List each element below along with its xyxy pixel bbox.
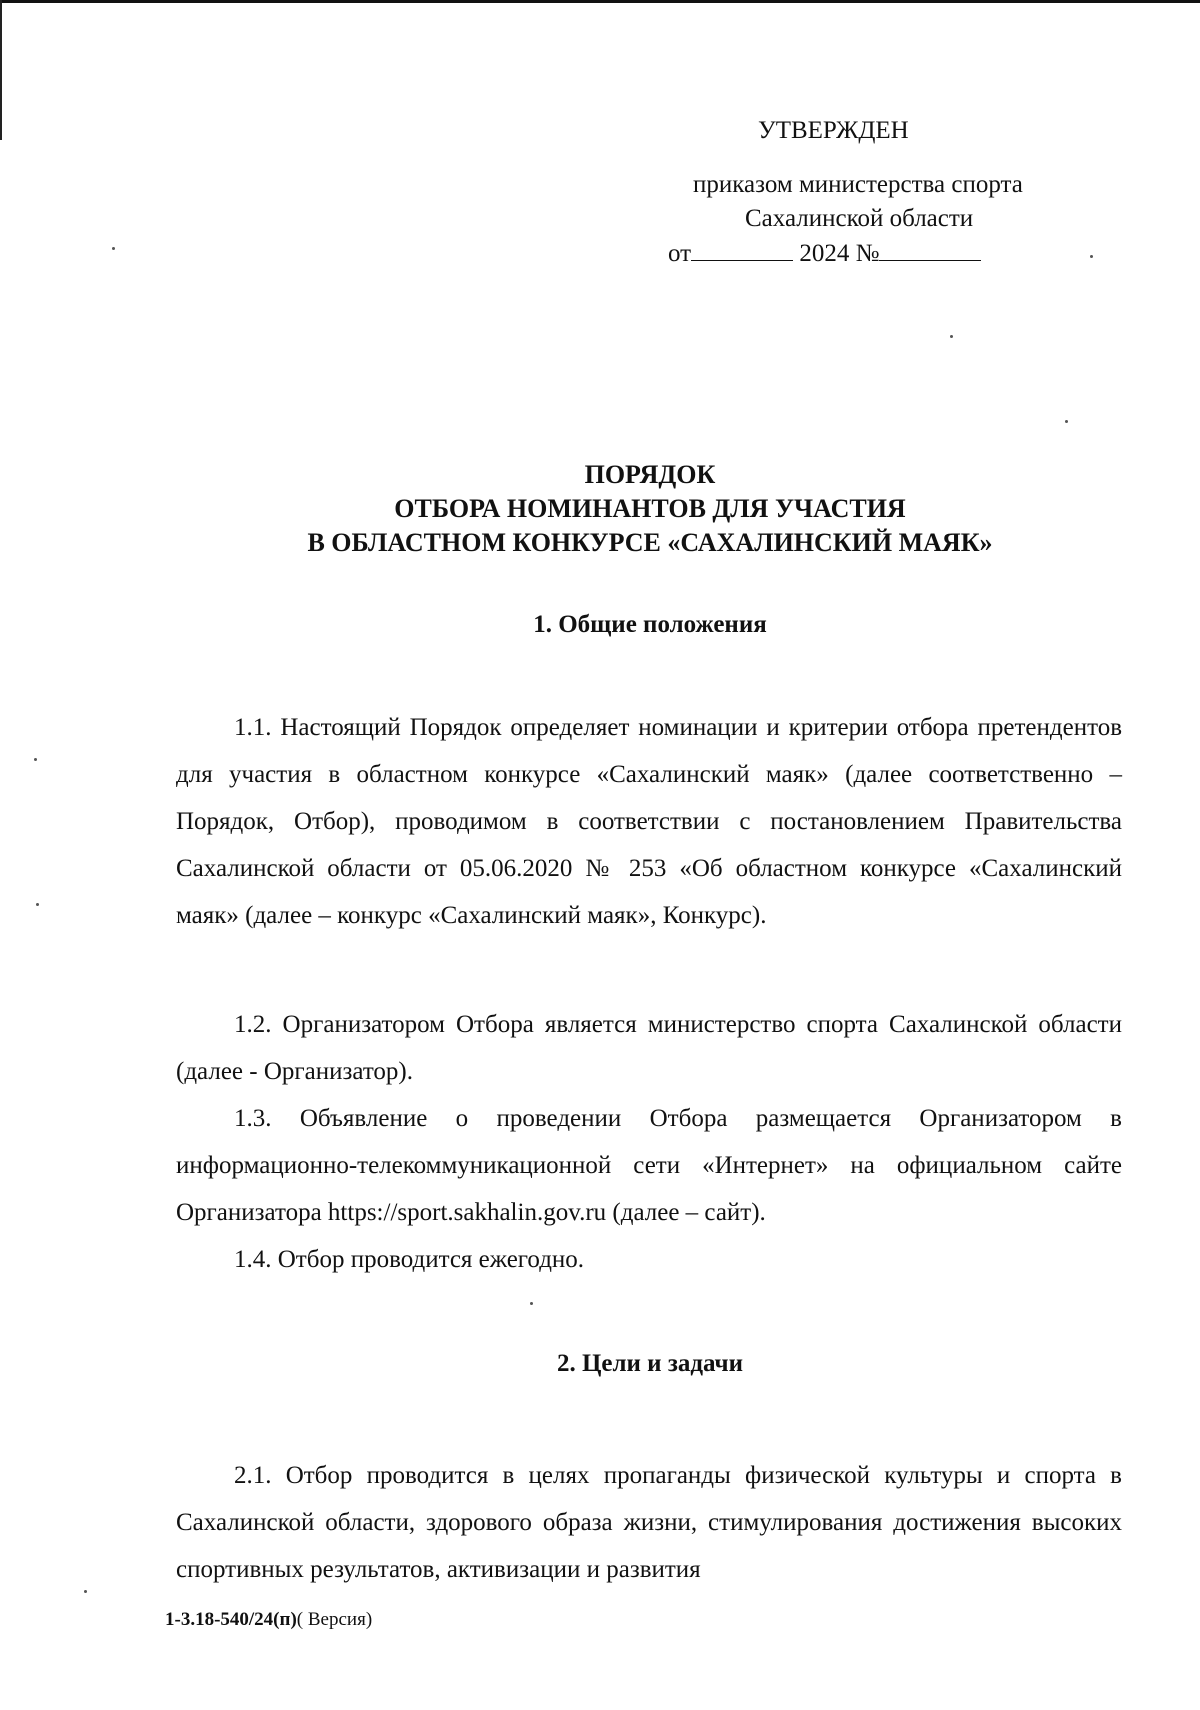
scan-speck [950, 335, 953, 338]
year-number: 2024 № [799, 240, 880, 267]
scan-edge-top [0, 0, 1200, 3]
approval-order-line: приказом министерства спорта [693, 171, 1023, 198]
paragraph-2-1 [176, 1452, 1122, 1593]
scan-speck [34, 758, 37, 761]
scan-speck [36, 903, 39, 906]
scan-edge-left [0, 0, 2, 140]
scan-speck [84, 1590, 87, 1593]
paragraph-1-4 [176, 1236, 1122, 1283]
date-blank [691, 236, 793, 261]
approval-stamp: УТВЕРЖДЕН [758, 117, 909, 144]
title-line-3: В ОБЛАСТНОМ КОНКУРСЕ «САХАЛИНСКИЙ МАЯК» [307, 528, 993, 557]
document-title [160, 458, 1140, 560]
scan-speck [530, 1302, 533, 1305]
title-line-1: ПОРЯДОК [584, 460, 716, 489]
scan-speck [1090, 255, 1093, 258]
scan-speck [1065, 420, 1068, 423]
approval-region-line: Сахалинской области [745, 205, 974, 232]
paragraph-1-2-text: 1.2. Организатором Отбора является министерство спорта Сахалинской области (далее - Организатор). [176, 1011, 1122, 1085]
paragraph-1-4-text: 1.4. Отбор проводится ежегодно. [234, 1246, 585, 1273]
paragraph-1-1-text: 1.1. Настоящий Порядок определяет номинации и критерии отбора претендентов для участия в областном конкурсе «Сахалинский маяк» (далее соответственно – Порядок, Отбор), проводимом в соответствии с постановлением Правительства Сахалинской области от 05.06.2020 № 253 «Об областном конкурсе «Сахалинский маяк» (далее – конкурс «Сахалинский маяк», Конкурс). [176, 714, 1122, 929]
section-2-heading: 2. Цели и задачи [556, 1350, 744, 1377]
paragraph-1-3 [176, 1095, 1122, 1236]
title-line-2: ОТБОРА НОМИНАНТОВ ДЛЯ УЧАСТИЯ [394, 494, 906, 523]
document-footer [165, 1609, 372, 1631]
date-prefix: от [668, 240, 692, 267]
document-code: 1-3.18-540/24(п) [165, 1609, 297, 1630]
document-version: ( Версия) [296, 1609, 373, 1630]
approval-date-line [668, 236, 981, 271]
scan-speck [112, 247, 115, 250]
paragraph-1-1 [176, 704, 1122, 939]
paragraph-1-2 [176, 1001, 1122, 1095]
section-1-heading: 1. Общие положения [533, 611, 767, 638]
paragraph-1-3-text: 1.3. Объявление о проведении Отбора размещается Организатором в информационно-телекоммуникационной сети «Интернет» на официальном сайте Организатора https://sport.sakhalin.gov.ru (далее – сайт). [176, 1105, 1122, 1226]
number-blank [879, 236, 981, 261]
paragraph-2-1-text: 2.1. Отбор проводится в целях пропаганды физической культуры и спорта в Сахалинской области, здорового образа жизни, стимулирования достижения высоких спортивных результатов, активизации и развития [176, 1462, 1122, 1583]
